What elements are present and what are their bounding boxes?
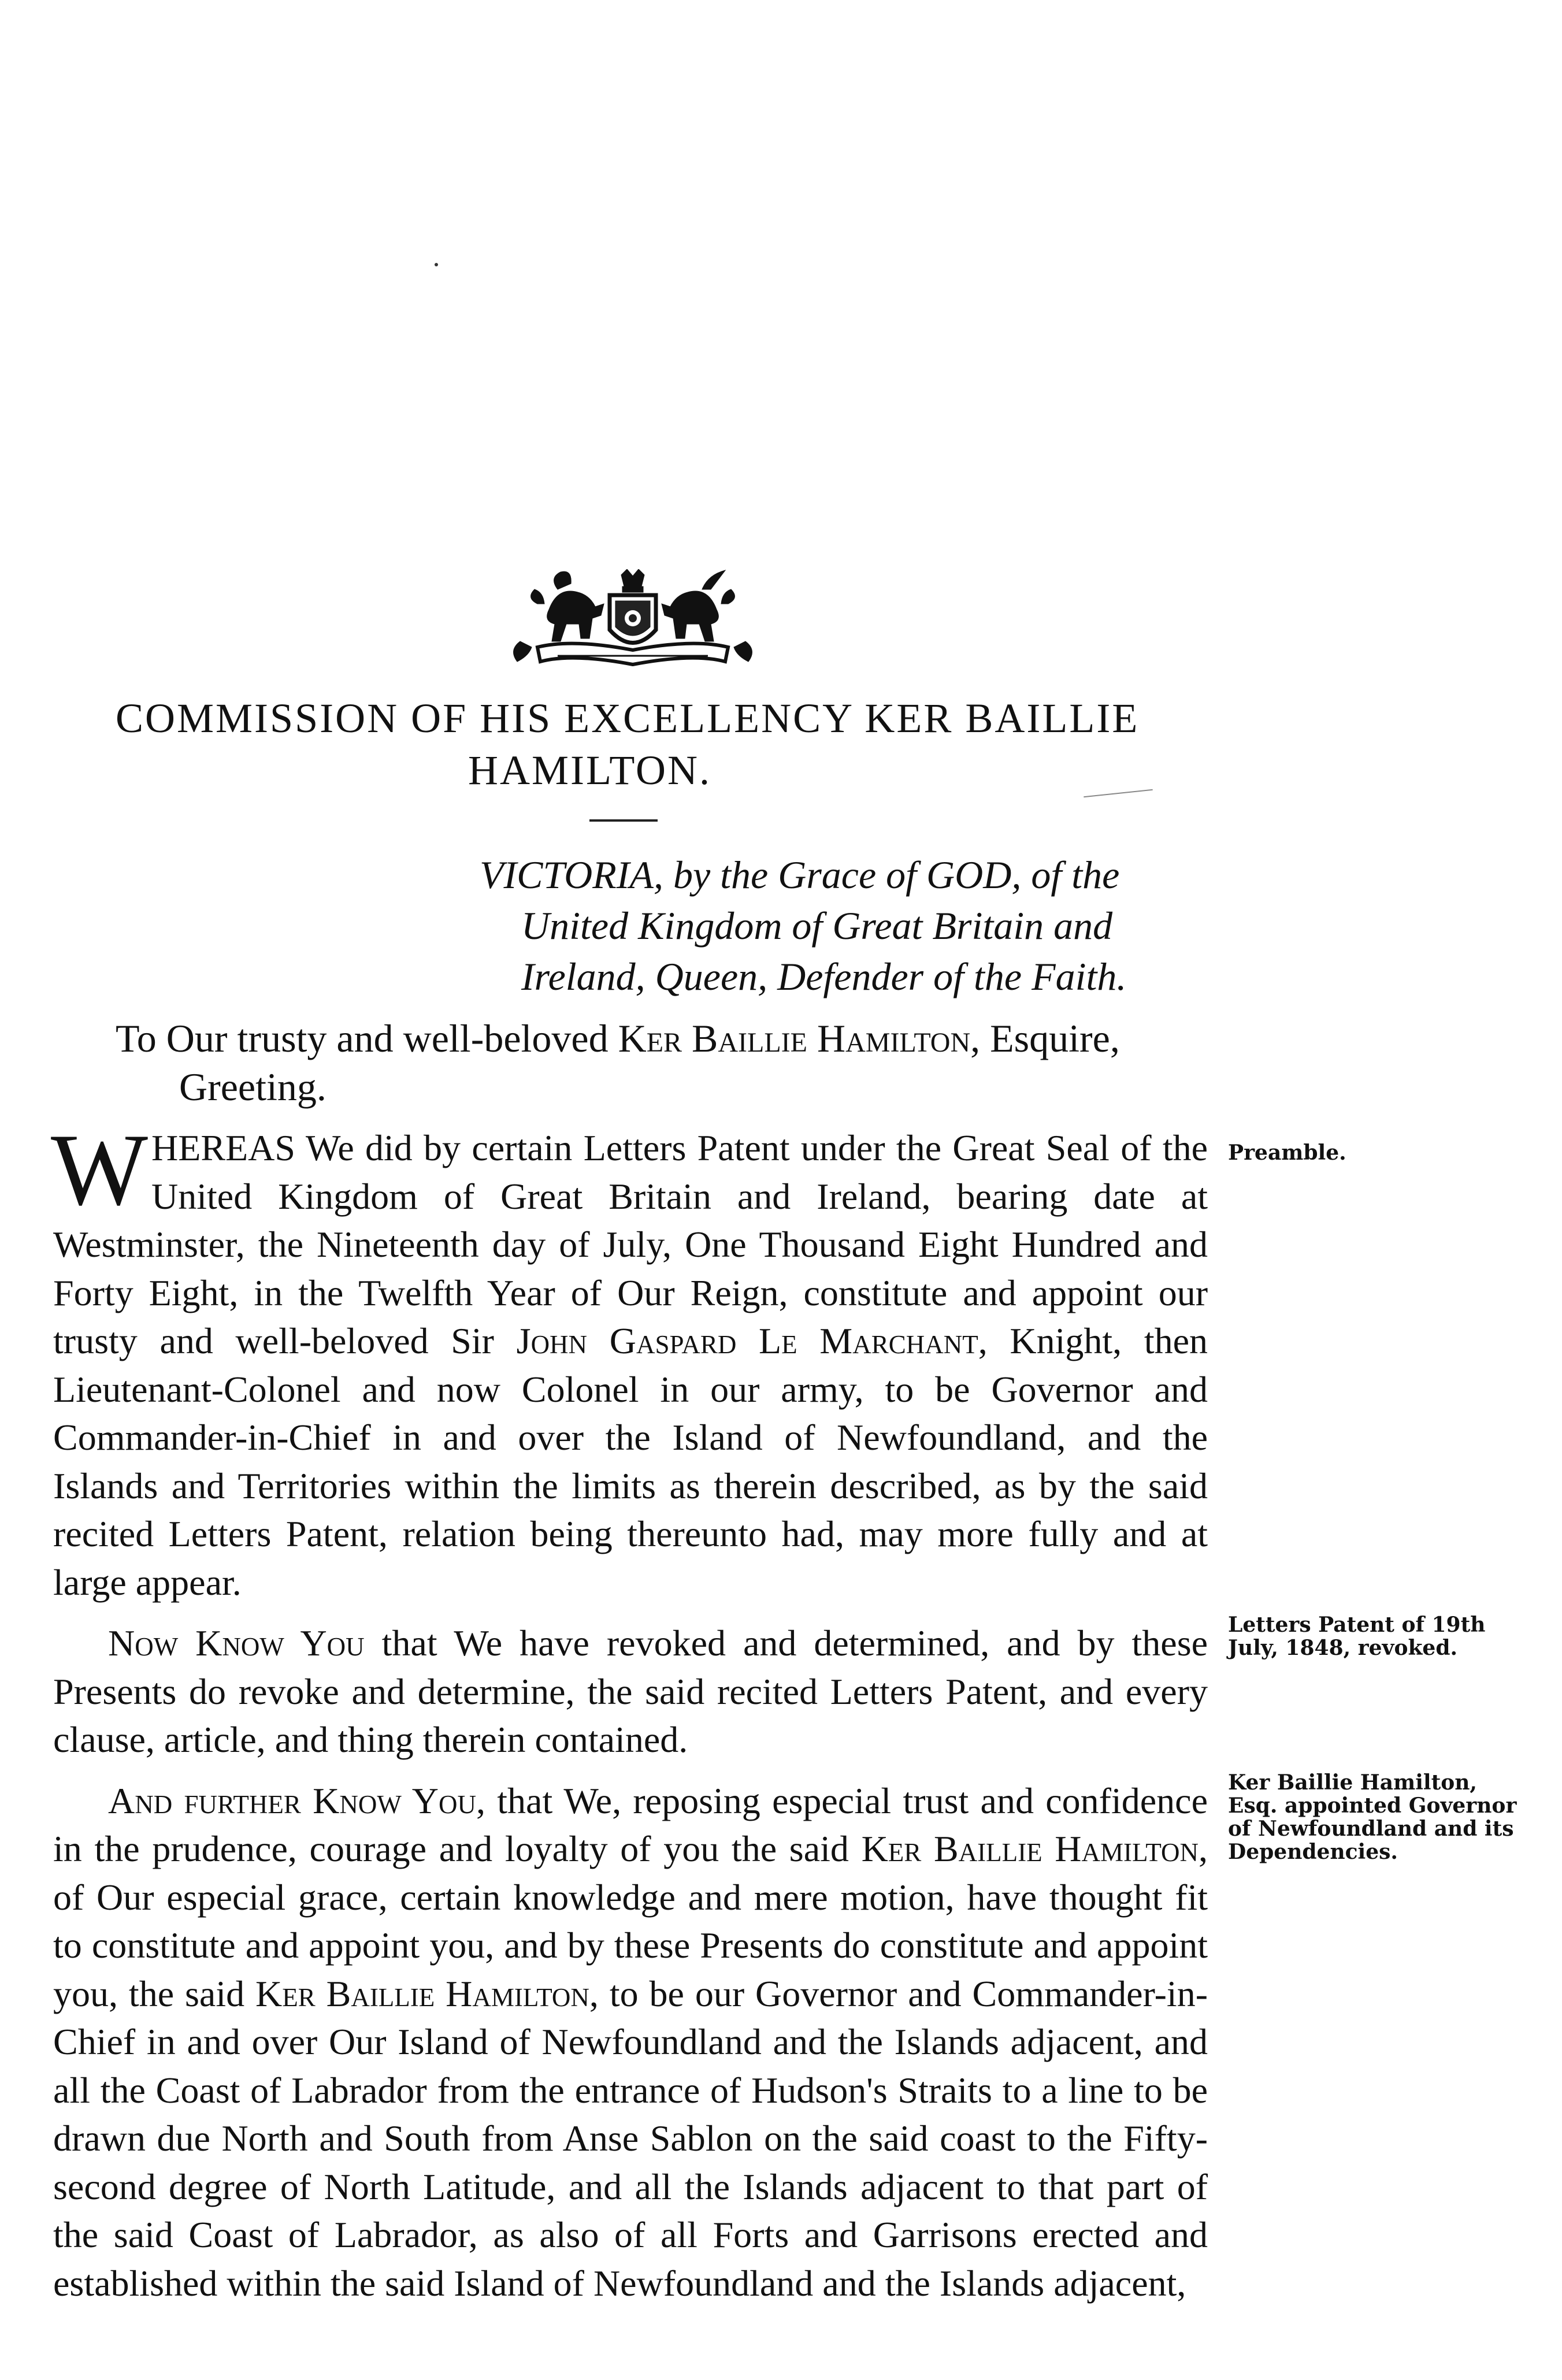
paragraph-text: , Knight, then Lieutenant-Colonel and now Colonel in our army, to be Governor and Commander-in-Chief in and over the Island of Newfoundland, and the Islands and Territories within the limits as therein described, as by the said recited Letters Patent, relation being thereunto had, may more fully and at large appear. bbox=[53, 1320, 1208, 1603]
margin-note-letters-patent bbox=[1228, 1613, 1528, 1659]
paragraph-text: HEREAS We did by certain Letters Patent under the Great Seal of the United Kingdom of Great Britain and Ireland, bearing date at Westminster, the Nineteenth day of July, One Thousand Eight Hundred and Forty Eight, in the Twelfth Year of Our Reign, constitute and appoint our trusty and well-beloved Sir bbox=[53, 1127, 1208, 1361]
person-name: John Gaspard Le Marchant bbox=[516, 1320, 978, 1361]
margin-note-line: July, 1848, revoked. bbox=[1228, 1636, 1458, 1660]
margin-note-line: Preamble. bbox=[1228, 1141, 1346, 1165]
person-name: Ker Baillie Hamilton bbox=[861, 1828, 1199, 1869]
paragraph-text: that We have revoked and determined, and by these Presents do revoke and determine, the said recited Letters Patent, and every clause, article, and thing therein contained. bbox=[53, 1622, 1208, 1760]
royal-style-line: United Kingdom of Great Britain and bbox=[521, 904, 1113, 948]
commission-body bbox=[51, 1112, 1208, 2320]
lead-phrase: And further Know You bbox=[108, 1780, 476, 1821]
royal-style-line: VICTORIA, by the Grace of GOD, of the bbox=[480, 853, 1120, 897]
margin-note-line: Esq. appointed Governor bbox=[1228, 1794, 1517, 1818]
paragraph-text: , to be our Governor and Commander-in-Chief in and over Our Island of Newfoundland and the Islands adjacent, and all the Coast of Labrador from the entrance of Hudson's Straits to a line to be drawn due North and South from Anse Sablon on the said coast to the Fifty-second degree of North Latitude, and all the Islands adjacent to that part of the said Coast of Labrador, as also of all Forts and Garrisons erected and established within the said Island of Newfoundland and the Islands adjacent, bbox=[53, 1973, 1208, 2304]
address-greeting: Greeting. bbox=[179, 1065, 327, 1109]
margin-note-line: Letters Patent of 19th bbox=[1228, 1613, 1486, 1637]
address-name: Ker Baillie Hamilton bbox=[618, 1016, 971, 1060]
title-divider bbox=[589, 819, 658, 822]
person-name: Ker Baillie Hamilton bbox=[255, 1973, 589, 2014]
paragraph-text: , of Our especial grace, certain knowledge and mere motion, have thought fit to constitute and appoint you, and by these Presents do constitute and appoint you, the said bbox=[53, 1828, 1208, 2014]
margin-note-line: Dependencies. bbox=[1228, 1840, 1398, 1864]
page-title bbox=[116, 692, 1140, 796]
royal-style bbox=[480, 849, 1219, 1002]
royal-coat-of-arms-icon bbox=[503, 569, 763, 673]
royal-style-line: Ireland, Queen, Defender of the Faith. bbox=[521, 955, 1127, 998]
address-prefix: To Our trusty and well-beloved bbox=[116, 1016, 618, 1060]
paragraph-preamble bbox=[51, 1112, 1208, 1606]
address-block bbox=[116, 1014, 1242, 1111]
title-line-1: COMMISSION OF HIS EXCELLENCY KER BAILLIE bbox=[116, 695, 1140, 741]
margin-note-line: Ker Baillie Hamilton, bbox=[1228, 1770, 1477, 1795]
lead-phrase: Now Know You bbox=[108, 1622, 365, 1664]
paragraph-appointment bbox=[53, 1777, 1208, 2308]
stray-ink-mark bbox=[435, 263, 438, 266]
margin-note-line: of Newfoundland and its bbox=[1228, 1817, 1514, 1841]
drop-cap: W bbox=[51, 1112, 149, 1227]
address-suffix: , Esquire, bbox=[970, 1016, 1120, 1060]
paragraph-revocation bbox=[53, 1619, 1208, 1764]
margin-note-appointment bbox=[1228, 1771, 1528, 1863]
title-line-2: HAMILTON. bbox=[468, 747, 712, 793]
margin-note-preamble bbox=[1228, 1141, 1528, 1164]
paragraph-text: , that We, reposing especial trust and confidence in the prudence, courage and loyalty of you the said bbox=[53, 1780, 1208, 1869]
